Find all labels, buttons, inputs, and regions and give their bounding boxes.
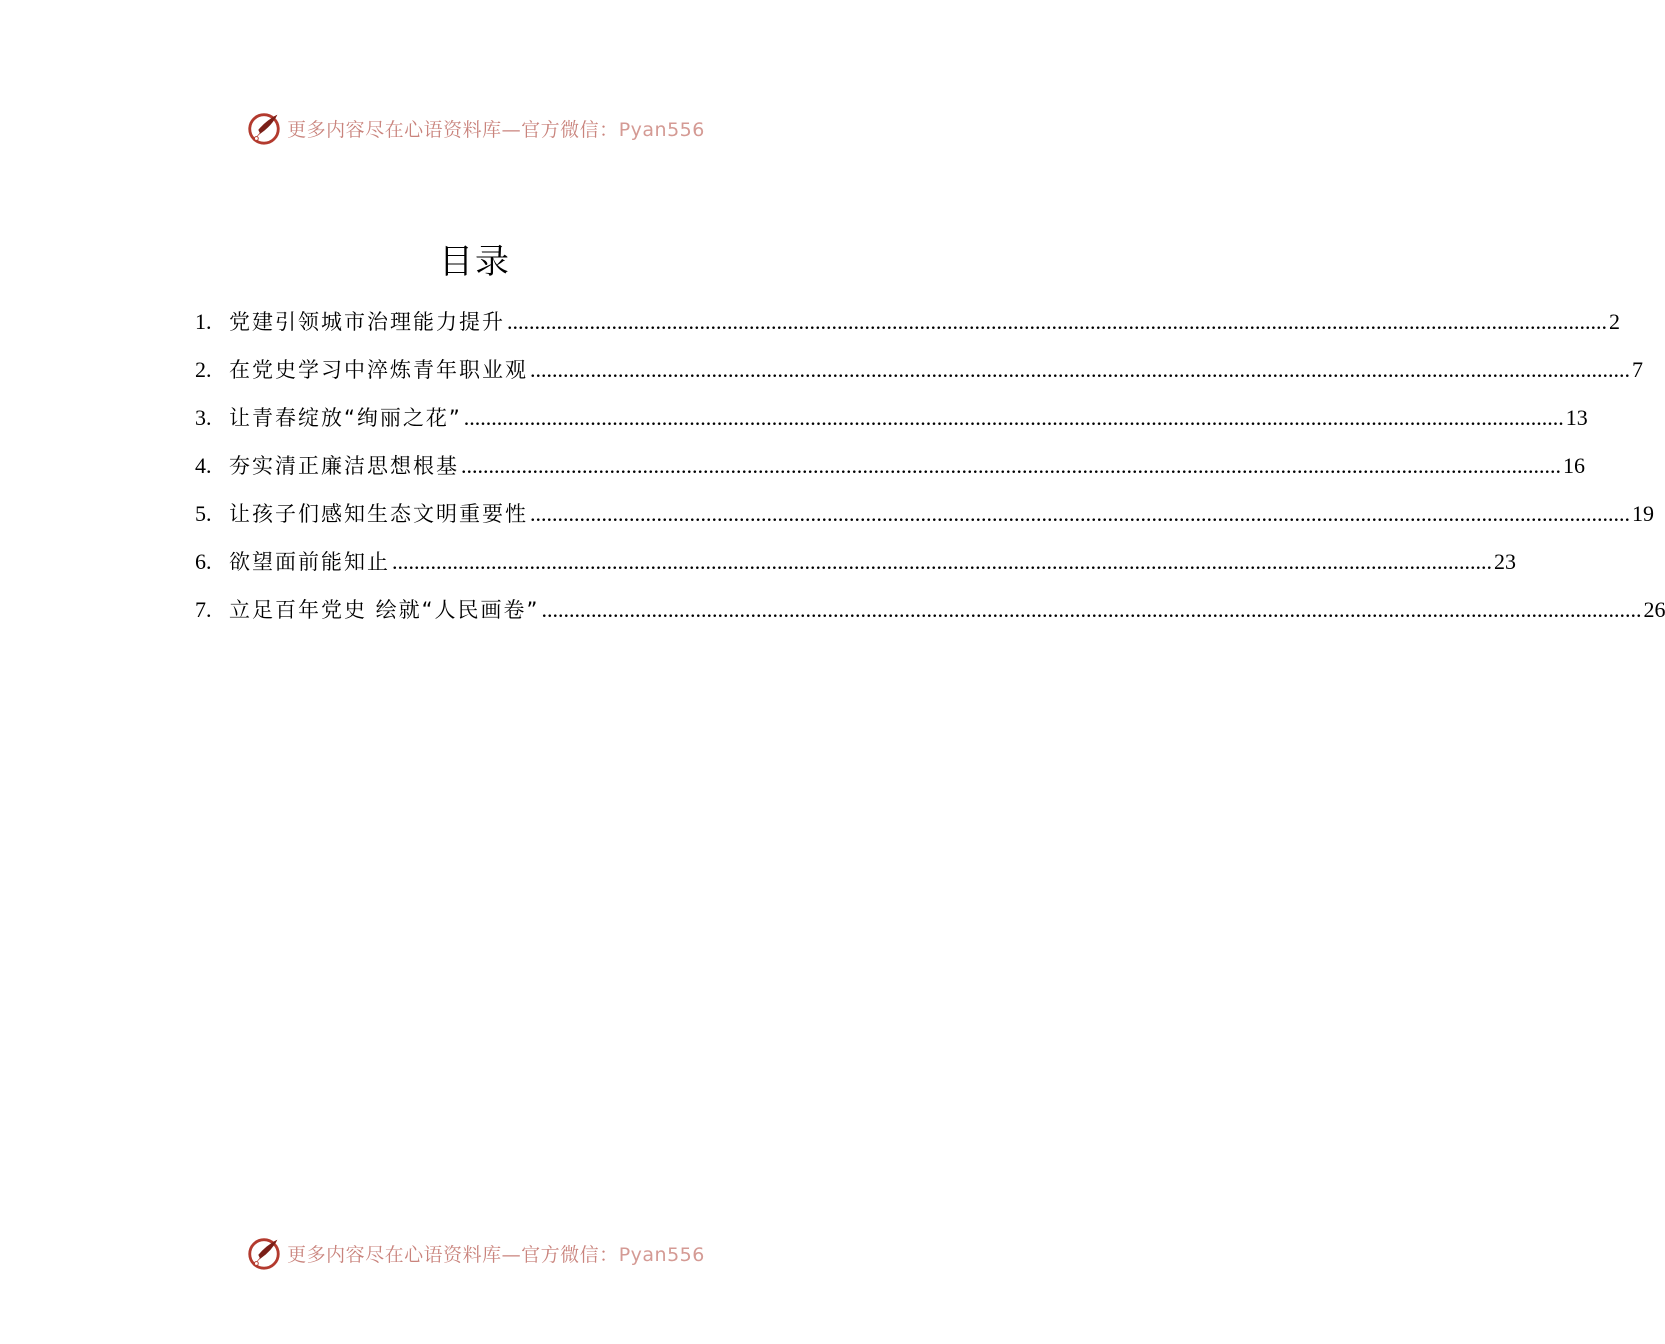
table-of-contents bbox=[195, 302, 1665, 638]
toc-entry-page: 19 bbox=[1632, 501, 1654, 526]
banner-text bbox=[287, 115, 705, 142]
toc-entry-number: 3. bbox=[195, 405, 212, 430]
banner-text bbox=[287, 1240, 705, 1267]
toc-entry-title: 立足百年党史 绘就“人民画卷” bbox=[229, 598, 540, 622]
banner-wechat-id: Pyan556 bbox=[618, 1243, 705, 1266]
toc-entry-page: 7 bbox=[1632, 357, 1643, 382]
banner-wechat-label: 官方微信： bbox=[521, 1243, 619, 1266]
toc-entry-title: 夯实清正廉洁思想根基 bbox=[229, 454, 459, 478]
toc-entry-page: 13 bbox=[1565, 405, 1588, 430]
banner-dash: — bbox=[501, 1243, 522, 1266]
toc-entry[interactable] bbox=[195, 302, 1620, 350]
banner-slogan: 更多内容尽在心语资料库 bbox=[287, 1243, 502, 1266]
banner-wechat-id: Pyan556 bbox=[618, 118, 705, 141]
toc-title: 目录 bbox=[439, 242, 511, 282]
toc-entry-number: 4. bbox=[195, 453, 212, 478]
toc-entry-page: 16 bbox=[1563, 453, 1585, 478]
toc-entry[interactable] bbox=[195, 542, 1516, 590]
toc-entry-title: 让孩子们感知生态文明重要性 bbox=[229, 502, 528, 526]
quill-pen-logo-icon bbox=[245, 109, 283, 147]
toc-entry[interactable] bbox=[195, 446, 1585, 494]
toc-dot-leader: ........................................................................................................................................................................................................ bbox=[392, 549, 1492, 574]
toc-entry[interactable] bbox=[195, 590, 1665, 638]
toc-entry[interactable] bbox=[195, 494, 1654, 542]
banner-wechat-label: 官方微信： bbox=[521, 118, 619, 141]
toc-entry-title: 在党史学习中淬炼青年职业观 bbox=[229, 358, 528, 382]
toc-dot-leader: ........................................................................................................................................................................................................ bbox=[461, 453, 1561, 478]
toc-entry-title: 让青春绽放“绚丽之花” bbox=[229, 406, 462, 430]
toc-entry-page: 23 bbox=[1494, 549, 1516, 574]
quill-pen-logo-icon bbox=[245, 1234, 283, 1272]
toc-dot-leader: ........................................................................................................................................................................................................ bbox=[530, 501, 1630, 526]
toc-dot-leader: ........................................................................................................................................................................................................ bbox=[463, 405, 1564, 430]
toc-dot-leader: ........................................................................................................................................................................................................ bbox=[530, 357, 1630, 382]
toc-entry-number: 5. bbox=[195, 501, 212, 526]
toc-entry[interactable] bbox=[195, 350, 1643, 398]
toc-entry-page: 2 bbox=[1609, 309, 1620, 334]
toc-dot-leader: ........................................................................................................................................................................................................ bbox=[507, 309, 1607, 334]
toc-entry-page: 26 bbox=[1643, 597, 1665, 622]
toc-entry-number: 7. bbox=[195, 597, 212, 622]
header-banner bbox=[0, 106, 950, 150]
footer-banner bbox=[0, 1231, 950, 1275]
toc-entry-title: 欲望面前能知止 bbox=[229, 550, 390, 574]
banner-slogan: 更多内容尽在心语资料库 bbox=[287, 118, 502, 141]
toc-entry[interactable] bbox=[195, 398, 1588, 446]
toc-entry-number: 2. bbox=[195, 357, 212, 382]
toc-entry-number: 1. bbox=[195, 309, 212, 334]
banner-dash: — bbox=[501, 118, 522, 141]
toc-entry-number: 6. bbox=[195, 549, 212, 574]
toc-dot-leader: ........................................................................................................................................................................................................ bbox=[541, 597, 1642, 622]
toc-entry-title: 党建引领城市治理能力提升 bbox=[229, 310, 505, 334]
